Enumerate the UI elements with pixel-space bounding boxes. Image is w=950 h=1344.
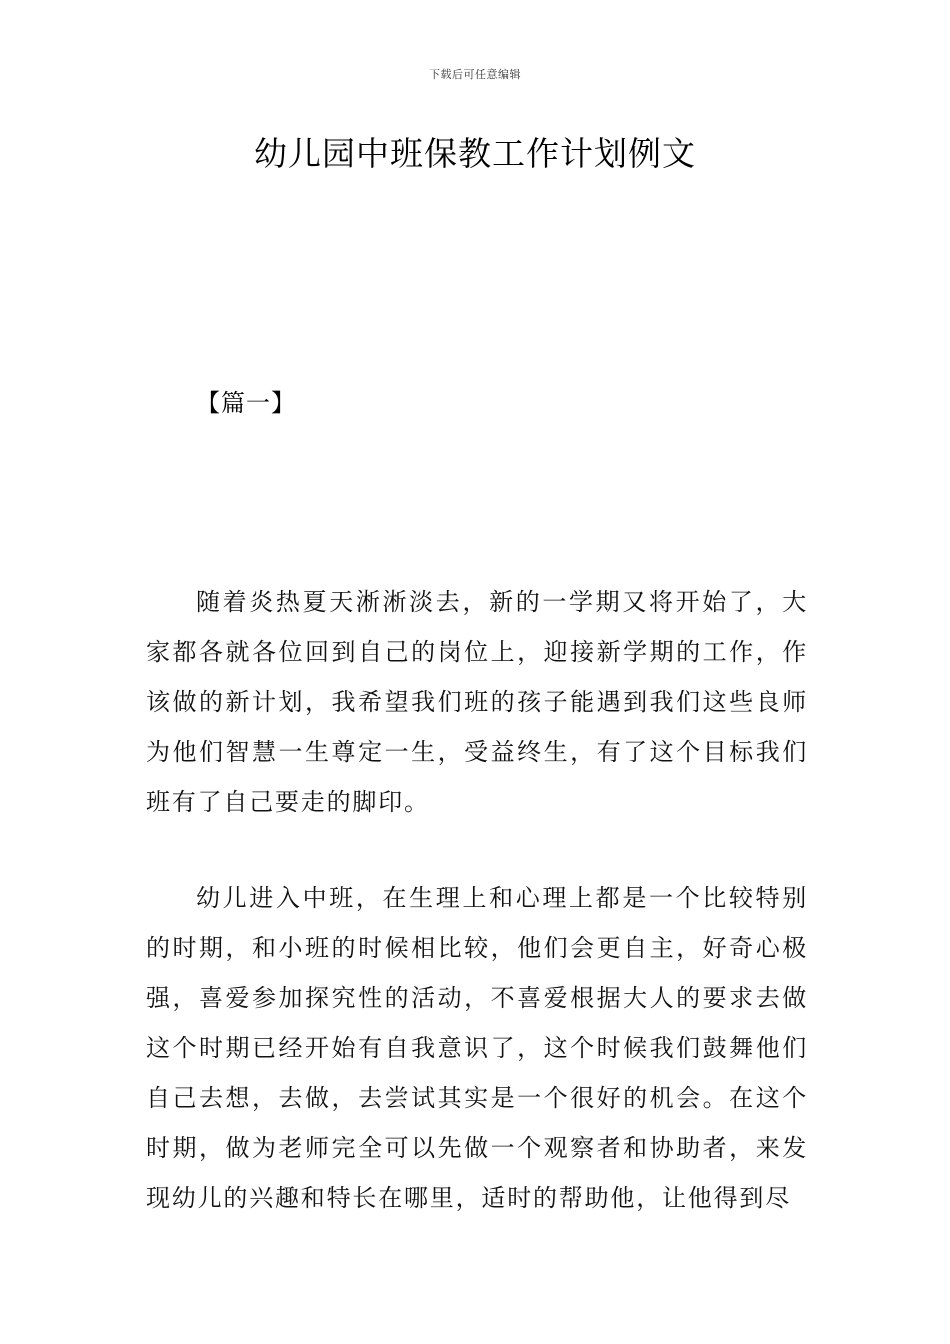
header-note: 下载后可任意编辑 (429, 68, 521, 81)
body-paragraph: 幼儿进入中班，在生理上和心理上都是一个比较特别的时期，和小班的时候相比较，他们会更自主，好奇心极强，喜爱参加探究性的活动，不喜爱根据大人的要求去做这个时期已经开始有自我意识了，这个时候我们鼓舞他们自己去想，去做，去尝试其实是一个很好的机会。在这个时期，做为老师完全可以先做一个观察者和协助者，来发现幼儿的兴趣和特长在哪里，适时的帮助他，让他得到尽 (146, 884, 808, 1212)
section-label: 【篇一】 (196, 389, 296, 417)
document-title: 幼儿园中班保教工作计划例文 (254, 134, 696, 173)
body-paragraph: 随着炎热夏天淅淅淡去，新的一学期又将开始了，大家都各就各位回到自己的岗位上，迎接新学期的工作，作该做的新计划，我希望我们班的孩子能遇到我们这些良师为他们智慧一生尊定一生，受益终生，有了这个目标我们班有了自己要走的脚印。 (146, 588, 808, 816)
